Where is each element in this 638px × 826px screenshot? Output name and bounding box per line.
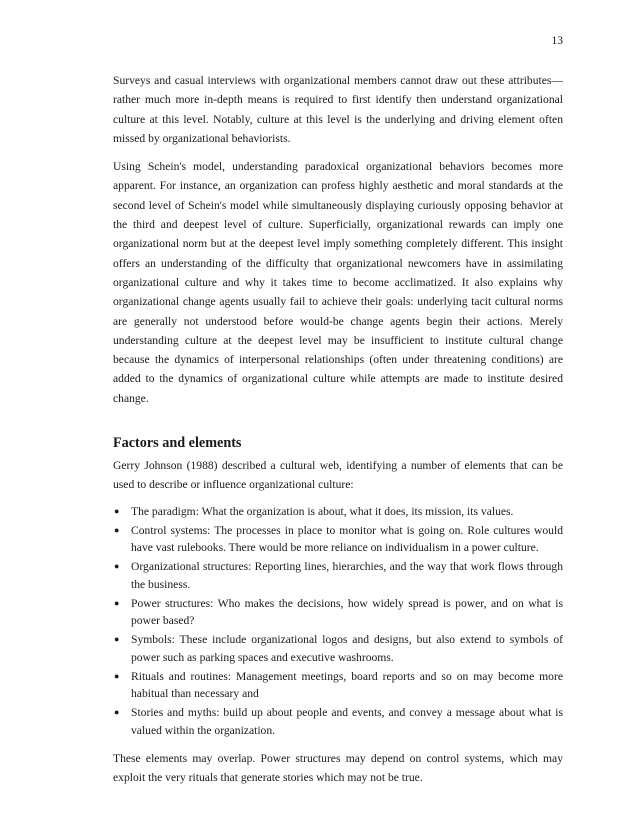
bullet-icon: ● [114,597,120,608]
list-item-text: Symbols: These include organizational logos and designs, but also extend to symbols of power such as parking spaces and executive washrooms. [131,633,563,664]
list-item-text: Control systems: The processes in place to monitor what is going on. Role cultures would have vast rulebooks. There would be more reliance on individualism in a power culture. [131,523,563,555]
list-item [113,558,563,592]
list-item [113,503,563,520]
bullet-icon: ● [114,561,120,572]
list-item-text: Organizational structures: Reporting lines, hierarchies, and the way that work flows through the business. [131,560,563,591]
list-item [113,595,563,629]
bullet-icon: ● [114,505,120,516]
list-item-text: Rituals and routines: Management meetings, board reports and so on may become more habitual than necessary and [131,669,563,701]
list-item [113,668,563,702]
bullet-icon: ● [114,670,120,681]
list-item-text: Stories and myths: build up about people and events, and convey a message about what is valued within the organization. [131,706,563,737]
paragraph-schein-model: Using Schein's model, understanding paradoxical organizational behaviors becomes more apparent. For instance, an organization can profess highly aesthetic and moral standards at the second level of Schein's model while simultaneously displaying curiously opposing behavior at the third and deepest level of culture. Superficially, organizational rewards can imply one organizational norm but at the deepest level imply something completely different. This insight offers an understanding of the difficulty that organizational newcomers have in assimilating organizational culture and why it takes time to become acclimatized. It also explains why organizational change agents usually fail to achieve their goals: underlying tacit cultural norms are generally not understood before would-be change agents begin their actions. Merely understanding culture at the deepest level may be insufficient to institute cultural change because the dynamics of interpersonal relationships (often under threatening conditions) are added to the dynamics of organizational culture while attempts are made to institute desired change. [113,160,563,405]
bullet-list [113,503,563,739]
bullet-icon: ● [114,707,120,718]
list-item-text: Power structures: Who makes the decisions, how widely spread is power, and on what is power based? [131,596,563,628]
bullet-icon: ● [114,524,120,535]
section-heading: Factors and elements [113,435,242,452]
paragraph-intro-cultural-web: Gerry Johnson (1988) described a cultural web, identifying a number of elements that can be used to describe or influence organizational culture: [113,459,563,492]
bullet-icon: ● [114,634,120,645]
list-item [113,704,563,738]
list-item [113,522,563,556]
paragraph-closing: These elements may overlap. Power structures may depend on control systems, which may exploit the very rituals that generate stories which may not be true. [113,751,563,785]
page-number: 13 [551,35,563,47]
list-item [113,631,563,665]
list-item-text: The paradigm: What the organization is about, what it does, its mission, its values. [131,504,514,518]
page-content [113,71,563,796]
paragraph-culture-attributes: Surveys and casual interviews with organizational members cannot draw out these attributes—rather much more in-depth means is required to first identify then understand organizational culture at this level. Notably, culture at this level is the underlying and driving element often missed by organizational behaviorists. [113,74,563,145]
